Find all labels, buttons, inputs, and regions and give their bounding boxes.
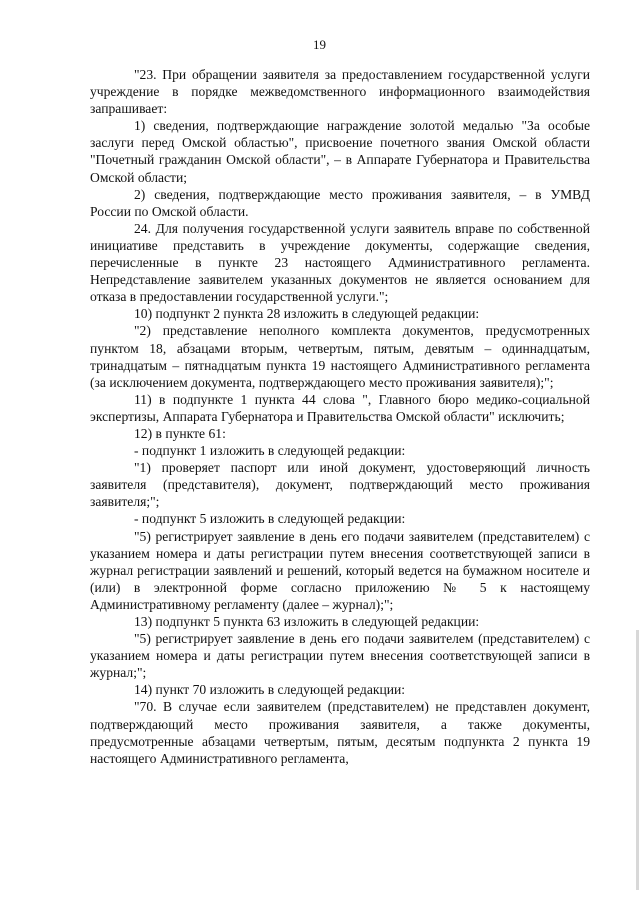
- paragraph: "70. В случае если заявителем (представителем) не представлен документ, подтверждающий место проживания заявителя, а также документы, предусмотренные абзацами четвертым, пятым, десятым подпункта 2 пункта 19 настоящего Административного регламента,: [90, 699, 590, 766]
- paragraph: 12) в пункте 61:: [134, 425, 226, 441]
- paragraph: 10) подпункт 2 пункта 28 изложить в следующей редакции:: [134, 306, 480, 322]
- paragraph: - подпункт 5 изложить в следующей редакции:: [134, 511, 406, 527]
- paragraph: 24. Для получения государственной услуги заявитель вправе по собственной инициативе представить в учреждение документы, содержащие сведения, перечисленные в пункте 23 настоящего Административного регламента. Непредставление заявителем указанных документов не является основанием для отказа в предоставлении государственной услуги.";: [90, 220, 590, 305]
- document-body: [90, 66, 590, 767]
- paragraph: 2) сведения, подтверждающие место проживания заявителя, – в УМВД России по Омской области.: [90, 186, 590, 219]
- paragraph: 11) в подпункте 1 пункта 44 слова ", Главного бюро медико-социальной экспертизы, Аппарата Губернатора и Правительства Омской области" исключить;: [90, 391, 590, 424]
- paragraph: "5) регистрирует заявление в день его подачи заявителем (представителем) с указанием номера и даты регистрации путем внесения соответствующей записи в журнал;";: [90, 631, 590, 681]
- paragraph: 14) пункт 70 изложить в следующей редакции:: [134, 682, 406, 698]
- paragraph: "1) проверяет паспорт или иной документ, удостоверяющий личность заявителя (представителя), документ, подтверждающий место проживания заявителя;";: [90, 460, 590, 510]
- paragraph: "2) представление неполного комплекта документов, предусмотренных пунктом 18, абзацами вторым, четвертым, пятым, девятым – одиннадцатым, тринадцатым – пятнадцатым пункта 19 настоящего Административного регламента (за исключением документа, подтверждающего место проживания заявителя);";: [90, 323, 590, 390]
- paragraph: 1) сведения, подтверждающие награждение золотой медалью "За особые заслуги перед Омской областью", присвоение почетного звания Омской области "Почетный гражданин Омской области", – в Аппарате Губернатора и Правительства Омской области;: [90, 118, 590, 185]
- page-number: 19: [313, 37, 326, 52]
- paragraph: "5) регистрирует заявление в день его подачи заявителем (представителем) с указанием номера и даты регистрации путем внесения соответствующей записи в журнал регистрации заявлений и решений, который ведется на бумажном носителе и (или) в электронной форме согласно приложению № 5 к настоящему Административному регламенту (далее – журнал);";: [90, 528, 590, 612]
- paragraph: "23. При обращении заявителя за предоставлением государственной услуги учреждение в порядке межведомственного информационного взаимодействия запрашивает:: [90, 67, 590, 117]
- paragraph: - подпункт 1 изложить в следующей редакции:: [134, 443, 406, 459]
- paragraph: 13) подпункт 5 пункта 63 изложить в следующей редакции:: [134, 614, 480, 629]
